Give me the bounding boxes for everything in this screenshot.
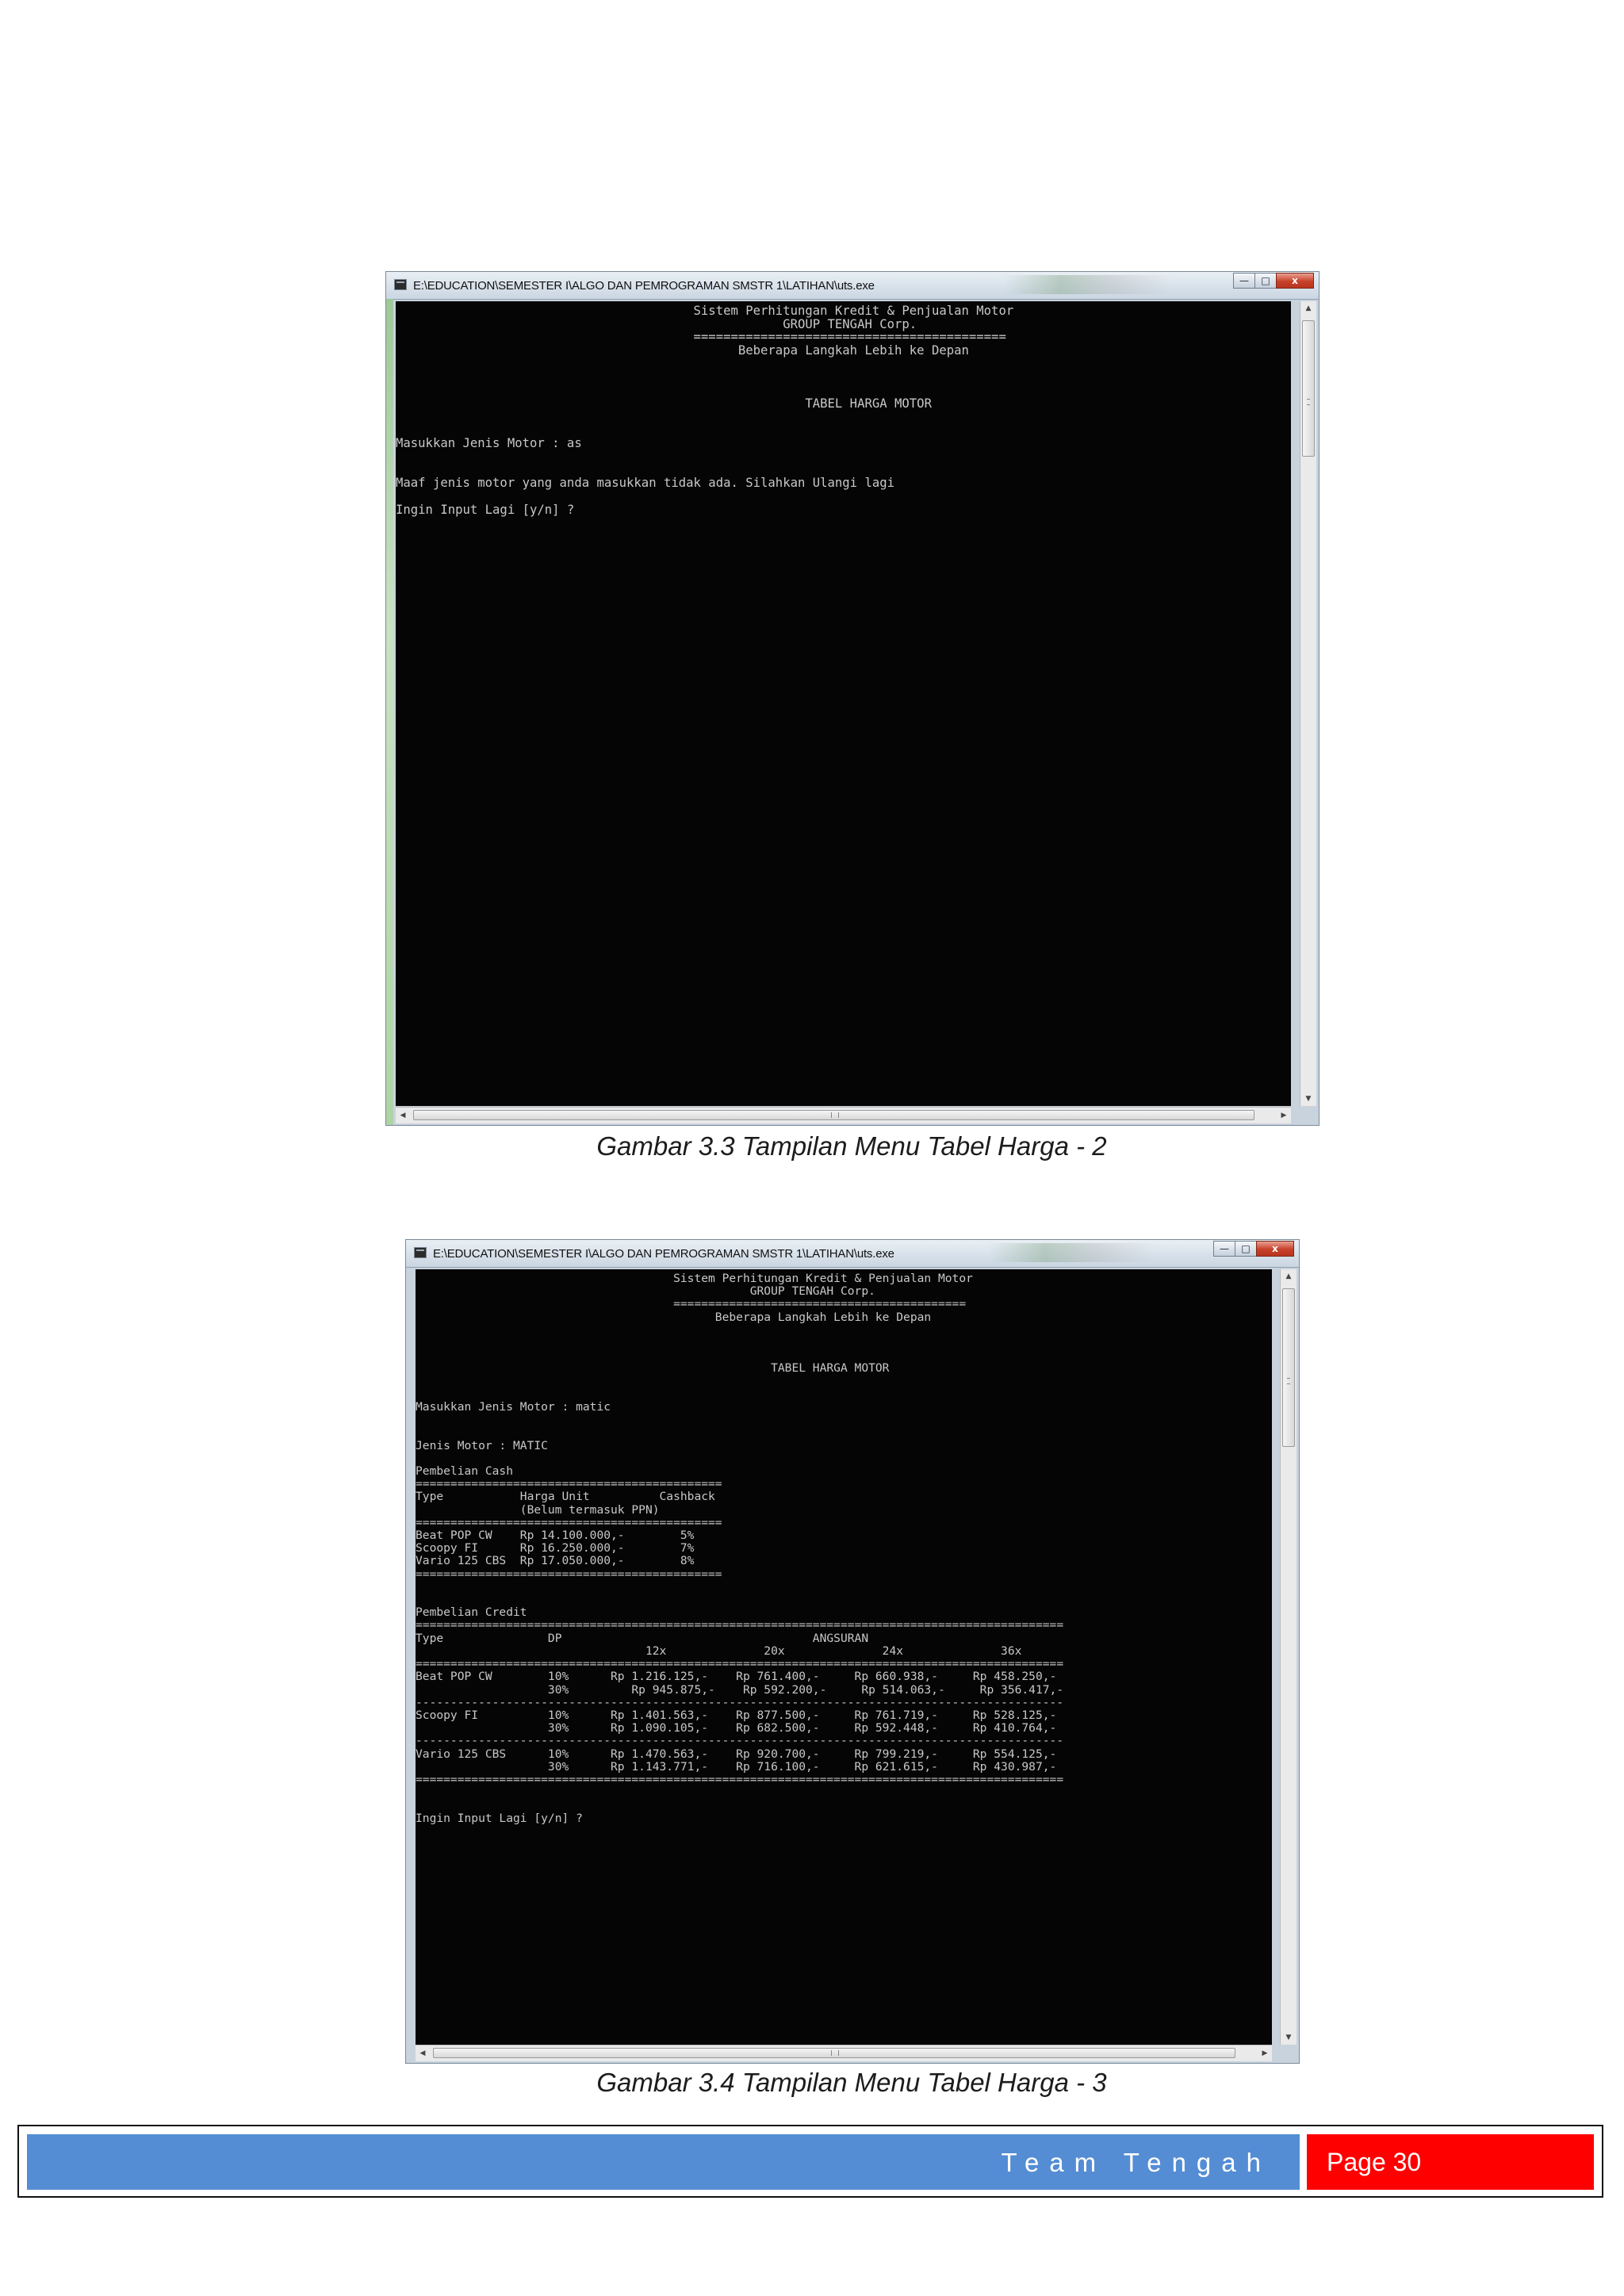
footer-team-name: Team Tengah xyxy=(1001,2148,1271,2177)
window-left-border xyxy=(386,299,393,1125)
console-output[interactable] xyxy=(416,1269,1272,2045)
vertical-scroll-thumb[interactable] xyxy=(1282,1288,1295,1447)
vertical-scrollbar[interactable] xyxy=(1300,301,1316,1106)
titlebar-decoration xyxy=(989,1243,1155,1262)
grip-icon xyxy=(831,2050,839,2056)
window-title: E:\EDUCATION\SEMESTER I\ALGO DAN PEMROGRAMAN SMSTR 1\LATIHAN\uts.exe xyxy=(433,1247,894,1261)
scroll-down-arrow-icon[interactable]: ▼ xyxy=(1305,1095,1312,1103)
maximize-button[interactable]: □ xyxy=(1235,1241,1257,1257)
window-titlebar[interactable] xyxy=(406,1240,1299,1268)
window-controls xyxy=(1234,273,1314,289)
footer-page-number: Page 30 xyxy=(1327,2148,1422,2176)
scroll-down-arrow-icon[interactable]: ▼ xyxy=(1285,2034,1292,2042)
vertical-scroll-thumb[interactable] xyxy=(1302,320,1315,457)
grip-icon xyxy=(1307,399,1310,405)
horizontal-scrollbar[interactable] xyxy=(396,1107,1291,1123)
vertical-scrollbar[interactable] xyxy=(1280,1269,1297,2045)
console-text: Sistem Perhitungan Kredit & Penjualan Motor GROUP TENGAH Corp. ========================================== Beberapa Langkah Lebih ke Depan TABEL HARGA MOTOR Masukkan Jenis Motor : as Maaf jenis motor yang anda masukkan tidak ada. Silahkan Ulangi lagi Ingin Input Lagi [y/n] ? xyxy=(396,304,1014,517)
window-controls xyxy=(1214,1241,1294,1257)
scroll-up-arrow-icon[interactable]: ▲ xyxy=(1305,304,1312,312)
maximize-button[interactable]: □ xyxy=(1254,273,1277,289)
console-window-1 xyxy=(385,271,1320,1126)
horizontal-scroll-thumb[interactable] xyxy=(433,2048,1235,2058)
footer-team-band xyxy=(27,2134,1300,2190)
horizontal-scroll-thumb[interactable] xyxy=(413,1110,1254,1120)
console-text: Sistem Perhitungan Kredit & Penjualan Motor GROUP TENGAH Corp. ========================================== Beberapa Langkah Lebih ke Depan TABEL HARGA MOTOR Masukkan Jenis Motor : matic Jenis Motor : MATIC Pembelian Cash ============================================ Type Harga Unit Cashback (Belum termasuk PPN) ============================================ Beat POP CW Rp 14.100.000,- 5% Scoopy FI Rp 16.250.000,- 7% Vario 125 CBS Rp 17.050.000,- 8% ============================================ Pembelian Credit ============================================================================================= Type DP ANGSURAN 12x 20x 24x 36x ============================================================================================= Beat POP CW 10% Rp 1.216.125,- Rp 761.400,- Rp 660.938,- Rp 458.250,- 30% Rp 945.875,- Rp 592.200,- Rp 514.063,- Rp 356.417,- --------------------------------------------------------------------------------------------- Scoopy FI 10% Rp 1.401.563,- Rp 877.500,- Rp 761.719,- Rp 528.125,- 30% Rp 1.090.105,- Rp 682.500,- Rp 592.448,- Rp 410.764,- --------------------------------------------------------------------------------------------- Vario 125 CBS 10% Rp 1.470.563,- Rp 920.700,- Rp 799.219,- Rp 554.125,- 30% Rp 1.143.771,- Rp 716.100,- Rp 621.615,- Rp 430.987,- ============================================================================================= Ingin Input Lagi [y/n] ? xyxy=(416,1272,1064,1825)
minimize-button[interactable]: — xyxy=(1213,1241,1235,1257)
scroll-left-arrow-icon[interactable]: ◀ xyxy=(400,1112,406,1119)
grip-icon xyxy=(831,1112,839,1118)
scroll-left-arrow-icon[interactable]: ◀ xyxy=(419,2049,426,2057)
grip-icon xyxy=(1287,1378,1290,1384)
console-app-icon xyxy=(394,279,407,290)
window-titlebar[interactable] xyxy=(386,272,1319,300)
scroll-right-arrow-icon[interactable]: ▶ xyxy=(1281,1112,1287,1119)
horizontal-scrollbar[interactable] xyxy=(416,2045,1272,2061)
window-title: E:\EDUCATION\SEMESTER I\ALGO DAN PEMROGRAMAN SMSTR 1\LATIHAN\uts.exe xyxy=(413,279,875,293)
figure-caption-3-4: Gambar 3.4 Tampilan Menu Tabel Harga - 3 xyxy=(596,2068,1107,2097)
console-window-2 xyxy=(405,1239,1300,2064)
console-app-icon xyxy=(414,1247,427,1258)
close-button[interactable]: x xyxy=(1276,273,1314,289)
close-button[interactable]: x xyxy=(1256,1241,1294,1257)
minimize-button[interactable]: — xyxy=(1233,273,1255,289)
scroll-right-arrow-icon[interactable]: ▶ xyxy=(1262,2049,1268,2057)
figure-caption-3-3: Gambar 3.3 Tampilan Menu Tabel Harga - 2 xyxy=(596,1131,1107,1161)
console-output[interactable] xyxy=(396,301,1291,1106)
scroll-up-arrow-icon[interactable]: ▲ xyxy=(1285,1272,1292,1280)
titlebar-decoration xyxy=(1005,275,1171,294)
footer-page-box xyxy=(1307,2134,1594,2190)
